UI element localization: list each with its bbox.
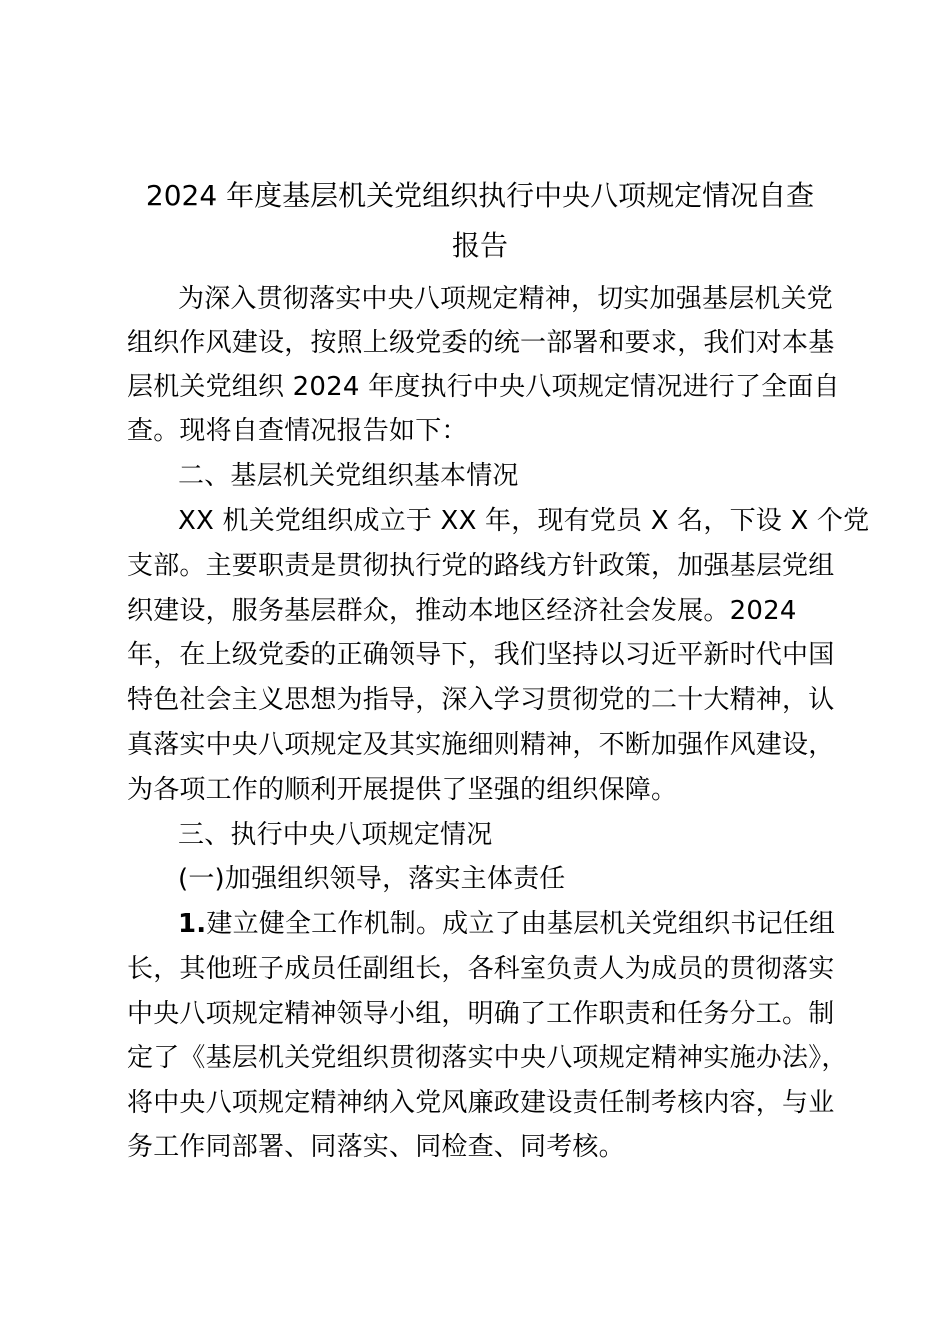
item1-line-5: 将中央八项规定精神纳入党风廉政建设责任制考核内容，与业 [127, 1088, 835, 1118]
item1-line-1 [178, 911, 835, 937]
section2-body-line-5: 特色社会主义思想为指导，深入学习贯彻党的二十大精神，认 [127, 685, 835, 715]
item1-number: 1. [178, 909, 207, 939]
section2-body-line-1: XX 机关党组织成立于 XX 年，现有党员 X 名，下设 X 个党 [178, 506, 870, 536]
section2-body-line-4: 年，在上级党委的正确领导下，我们坚持以习近平新时代中国 [127, 640, 835, 670]
subsection1-heading: (一)加强组织领导，落实主体责任 [178, 864, 566, 894]
intro-line-4: 查。现将自查情况报告如下： [127, 416, 468, 446]
item1-line-2: 长，其他班子成员任副组长，各科室负责人为成员的贯彻落实 [127, 954, 835, 984]
section2-body-line-3: 织建设，服务基层群众，推动本地区经济社会发展。2024 [127, 596, 797, 626]
item1-line-6: 务工作同部署、同落实、同检查、同考核。 [127, 1132, 625, 1162]
intro-line-3: 层机关党组织 2024 年度执行中央八项规定情况进行了全面自 [127, 372, 840, 402]
section2-heading: 二、基层机关党组织基本情况 [178, 461, 519, 491]
section2-body-line-7: 为各项工作的顺利开展提供了坚强的组织保障。 [127, 775, 678, 805]
item1-line-3: 中央八项规定精神领导小组，明确了工作职责和任务分工。制 [127, 999, 835, 1029]
document-title-line-1: 2024 年度基层机关党组织执行中央八项规定情况自查 [145, 179, 815, 212]
document-title-line-2: 报告 [451, 229, 508, 262]
item1-line-4: 定了《基层机关党组织贯彻落实中央八项规定精神实施办法》， [127, 1043, 848, 1073]
section2-body-line-2: 支部。主要职责是贯彻执行党的路线方针政策，加强基层党组 [127, 551, 835, 581]
section2-body-line-6: 真落实中央八项规定及其实施细则精神，不断加强作风建设， [127, 730, 835, 760]
section3-heading: 三、执行中央八项规定情况 [178, 820, 493, 850]
intro-line-2: 组织作风建设，按照上级党委的统一部署和要求，我们对本基 [127, 328, 835, 358]
intro-line-1: 为深入贯彻落实中央八项规定精神，切实加强基层机关党 [178, 284, 834, 314]
item1-line-1-text: 建立健全工作机制。成立了由基层机关党组织书记任组 [206, 909, 836, 939]
